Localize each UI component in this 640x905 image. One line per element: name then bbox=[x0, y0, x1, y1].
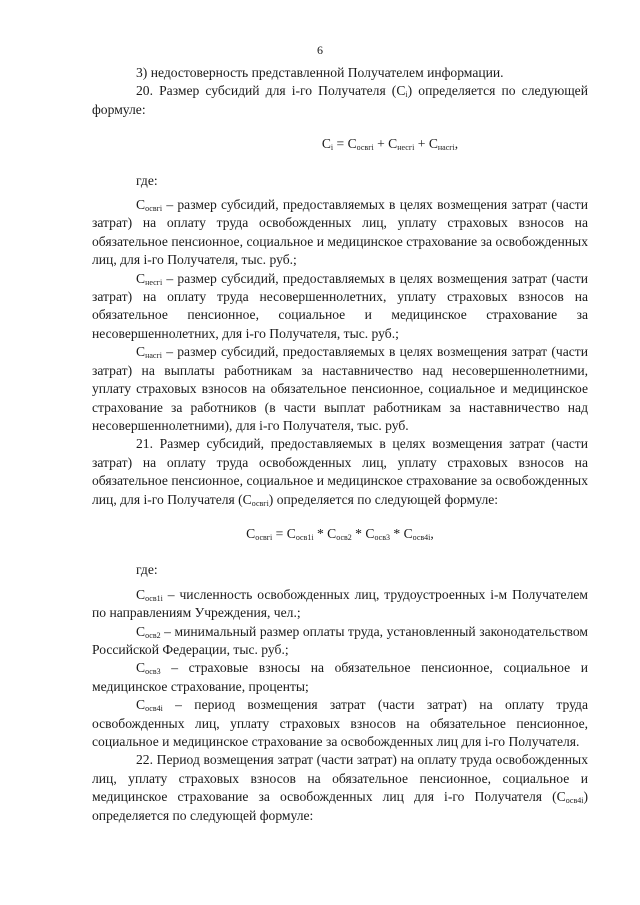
paragraph-22: 22. Период возмещения затрат (части затрат) на оплату труда освобожденных лиц, уплату страховых взносов на обязательное пенсионное, социальное и медицинское страхование за освобожденных лиц для i-го Получателя $(C_{осв4i})$ определяется по следующей формуле: bbox=[92, 752, 588, 823]
paragraph-20: 20. Размер субсидий для i-го Получателя $(C_i)$ определяется по следующей формуле: bbox=[92, 83, 588, 117]
where-label: где: bbox=[136, 172, 158, 188]
paragraph-21: 21. Размер субсидий, предоставляемых в целях возмещения затрат (части затрат) на оплату труда освобожденных лиц, уплату страховых взносов на обязательное пенсионное, социальное и медицинское страхование за освобожденных лиц, для i-го Получателя $(C_{освгi})$ определяется по следующей формуле: bbox=[92, 436, 588, 508]
definition-c-osv4i: $C_{осв4i}$ – период возмещения затрат (части затрат) на оплату труда освобожденных лиц, уплату страховых взносов на обязательное пенсионное, социальное и медицинское страхование за освобожденных лиц для i-го Получателя. bbox=[92, 697, 588, 749]
page-number: 6 bbox=[317, 43, 323, 57]
page-body bbox=[92, 64, 588, 825]
formula-ci: $C_i = C_{освгi} + C_{несгi} + C_{насгi}$, bbox=[321, 136, 459, 153]
formula-c-osvgi: $C_{освгi} = C_{осв1i} * C_{осв2} * C_{осв3} * C_{осв4i}$, bbox=[246, 525, 434, 542]
where-label-2: где: bbox=[136, 562, 158, 578]
definition-c-nasgi: $C_{насгi}$ – размер субсидий, предоставляемых в целях возмещения затрат (части затрат) на выплаты работникам за наставничество над несовершеннолетними, уплату страховых взносов на обязательное пенсионное, социальное и медицинское страхование за работников (в части выплат работникам за наставничество над несовершеннолетними), для i-го Получателя, тыс. руб. bbox=[92, 344, 588, 433]
definition-c-osv2: $C_{осв2}$ – минимальный размер оплаты труда, установленный законодательством Российской Федерации, тыс. руб.; bbox=[92, 623, 588, 657]
definition-c-osvgi: $C_{освгi}$ – размер субсидий, предоставляемых в целях возмещения затрат (части затрат) на оплату труда освобожденных лиц, уплату страховых взносов на обязательное пенсионное, социальное и медицинское страхование за освобожденных лиц, для i-го Получателя, тыс. руб.; bbox=[92, 197, 588, 268]
definition-c-osv3: $C_{осв3}$ – страховые взносы на обязательное пенсионное, социальное и медицинское страхование, проценты; bbox=[92, 660, 588, 694]
definition-c-nesgi: $C_{несгi}$ – размер субсидий, предоставляемых в целях возмещения затрат (части затрат) на оплату труда несовершеннолетних, уплату страховых взносов на обязательное пенсионное, социальное и медицинское страхование за несовершеннолетних, для i-го Получателя, тыс. руб.; bbox=[92, 270, 588, 341]
definition-c-osv1i: $C_{осв1i}$ – численность освобожденных лиц, трудоустроенных i-м Получателем по направлениям Учреждения, чел.; bbox=[92, 586, 588, 621]
line-3: 3) недостоверность представленной Получателем информации. bbox=[136, 65, 504, 80]
